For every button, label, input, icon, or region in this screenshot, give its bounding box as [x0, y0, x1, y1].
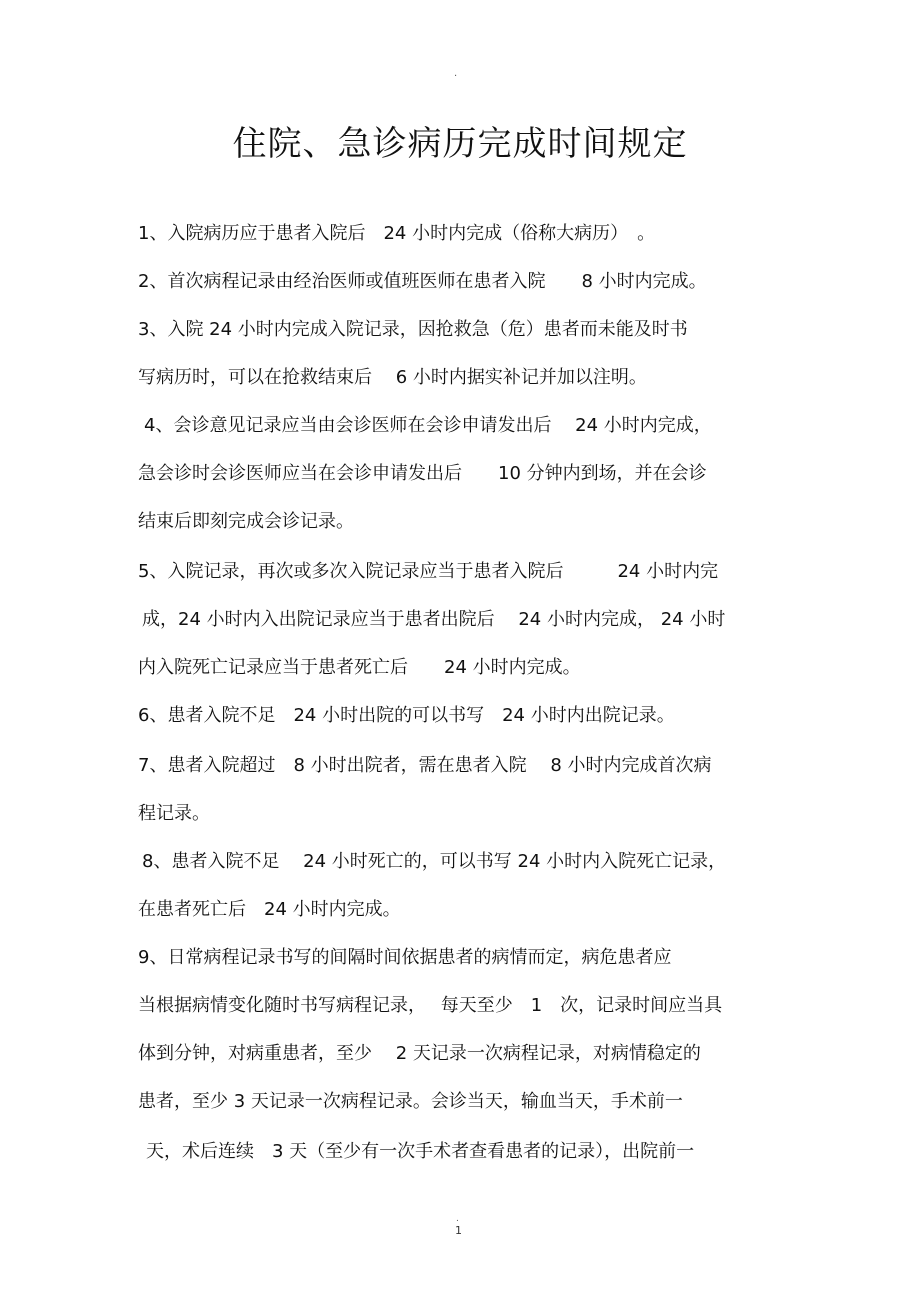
text-line: 2、首次病程记录由经治医师或值班医师在患者入院 8 小时内完成。 [138, 271, 707, 292]
text-line: 9、日常病程记录书写的间隔时间依据患者的病情而定，病危患者应 [138, 947, 672, 968]
document-title: 住院、急诊病历完成时间规定 [232, 124, 688, 164]
text-line: 5、入院记录，再次或多次入院记录应当于患者入院后 24 小时内完 [138, 561, 719, 582]
text-line: 急会诊时会诊医师应当在会诊申请发出后 10 分钟内到场，并在会诊 [138, 463, 707, 484]
page-number: 1 [455, 1224, 462, 1237]
header-dot: . [454, 68, 458, 79]
text-line: 程记录。 [138, 803, 210, 824]
text-line: 体到分钟，对病重患者，至少 2 天记录一次病程记录，对病情稳定的 [138, 1043, 701, 1064]
text-line: 7、患者入院超过 8 小时出院者，需在患者入院 8 小时内完成首次病 [138, 755, 712, 776]
text-line: 成，24 小时内入出院记录应当于患者出院后 24 小时内完成， 24 小时 [142, 609, 726, 630]
text-line: 3、入院 24 小时内完成入院记录，因抢救急（危）患者而未能及时书 [138, 319, 688, 340]
text-line: 8、患者入院不足 24 小时死亡的，可以书写 24 小时内入院死亡记录， [142, 851, 727, 872]
text-line: 当根据病情变化随时书写病程记录， 每天至少 1 次，记录时间应当具 [138, 995, 723, 1016]
text-line: 患者，至少 3 天记录一次病程记录。会诊当天，输血当天，手术前一 [138, 1091, 683, 1112]
footer-dot: . [456, 1214, 459, 1224]
text-line: 写病历时，可以在抢救结束后 6 小时内据实补记并加以注明。 [138, 367, 647, 388]
text-line: 天，术后连续 3 天（至少有一次手术者查看患者的记录），出院前一 [146, 1141, 695, 1162]
text-line: 1、入院病历应于患者入院后 24 小时内完成（俗称大病历） 。 [138, 223, 656, 244]
text-line: 在患者死亡后 24 小时内完成。 [138, 899, 401, 920]
text-line: 4、会诊意见记录应当由会诊医师在会诊申请发出后 24 小时内完成， [144, 415, 712, 436]
text-line: 结束后即刻完成会诊记录。 [138, 511, 354, 532]
text-line: 内入院死亡记录应当于患者死亡后 24 小时内完成。 [138, 657, 581, 678]
text-line: 6、患者入院不足 24 小时出院的可以书写 24 小时内出院记录。 [138, 705, 675, 726]
